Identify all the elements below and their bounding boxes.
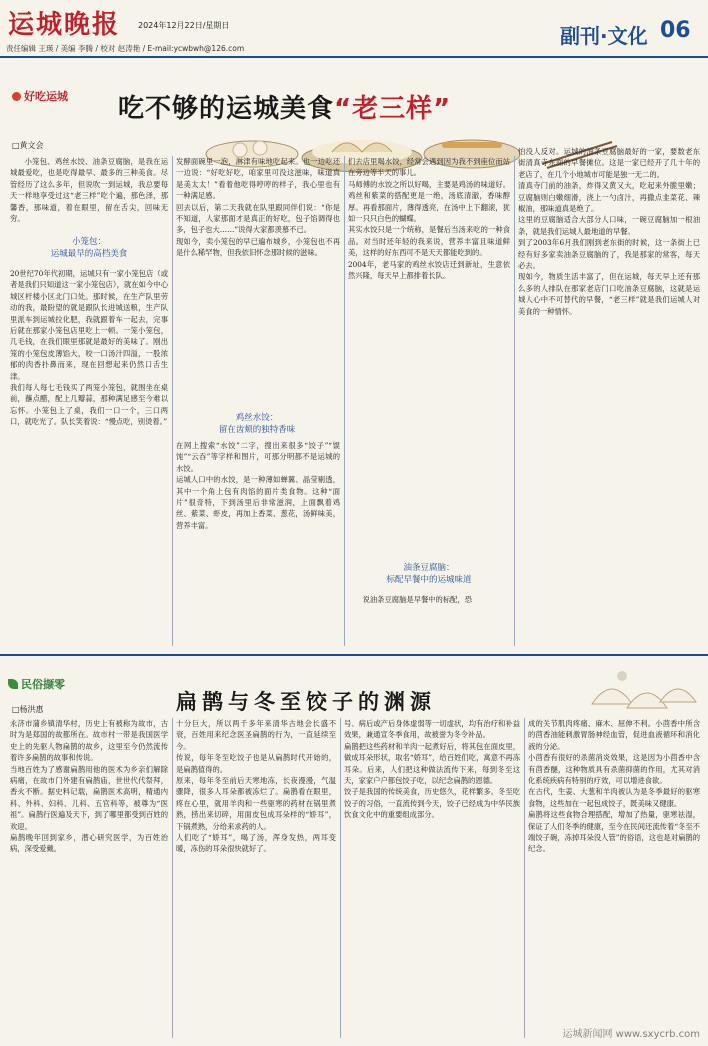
newspaper-brand: 运城晚报 — [8, 10, 121, 40]
section-title: 副刊·文化 — [560, 24, 648, 48]
byline-upper: □黄文会 — [12, 141, 44, 150]
intro-paragraph: 小笼包、鸡丝水饺、油条豆腐脑，是我在运城最爱吃，也是吃得最早、最多的三种美食。尽管经历了这么多年，但说吹一到运城，我总要每天一样地享受过这“老三样”吃个遍，那色泽，那馨香，那味道，着在眼里，留在舌尖，回味无穷。 — [10, 157, 168, 224]
masthead — [0, 0, 708, 58]
column-divider — [172, 156, 173, 646]
issue-date: 2024年12月22日/星期日 — [138, 21, 230, 30]
article-col2: 发酵面碗里一泡，淋津有味地吃起来。也一边吃还一边说：“好吃好吃，咱家里可没这滋味，味道真是美太太！”看着他吃得哼哼的样子，我心里也有一种满足感。 回去以后，第二天我就在队里跟同伴们说：“你是不知道，人家那面才是真正的好吃，包子馅调得也多，包子也大……”说得大家都羡慕不已。 现如今，卖小笼包的早已遍布城乡，小笼包也不再是什么稀罕物，但我依旧怀念那时候的滋味。 — [176, 157, 340, 258]
article-intro — [10, 156, 168, 228]
article-col4: 怕没人反对。运城的油条豆腐脑最好的一家，要数老东街清真寺东面的早餐摊位。这是一家已经开了几十年的老店了，在几个小地城市可能是独一无二的。 清真寺门前的油条，炸得又黄又大，吃起来外脆里嫩；豆腐脑则白嫩细滑，浇上一勺卤汁，再撒点韭菜花、辣椒油，那味道真是绝了。 这里的豆腐脑适合大部分人口味，一碗豆腐脑加一根油条，就是我们运城人最地道的早餐。 到了2003年6月我们刚到老东街的时候，这一条街上已经有好多家卖油条豆腐脑的了，我是那家的常客，每天必去。 现如今，物质生活丰富了，但在运城，每天早上还有那么多的人排队在那家老店门口吃油条豆腐脑，这就是运城人心中不可替代的早餐，“老三样”就是我们运城人对美食的一种情怀。 — [518, 147, 700, 316]
column-divider — [172, 718, 173, 1038]
page-number: 06 — [660, 18, 691, 43]
column-divider — [344, 156, 345, 646]
site-watermark: 运城新闻网 www.sxycrb.com — [562, 1029, 700, 1040]
article-col2b: 在网上搜索“水饺”二字，搜出来很多“饺子”“馄饨”“云吞”等字样和图片，可那分明都不是运城的水饺。 运城人口中的水饺，是一种薄如蝉翼、晶莹剔透，其中一个角上包有肉馅的面片类食物。这种“面片”很奇特，下到汤里后非常滋润，上面飘着鸡丝、紫菜、虾皮，再加上香菜、葱花，汤鲜味美，营养丰富。 — [176, 441, 340, 530]
lower-col4: 成的关节肌肉疼痛、麻木、屈伸不利。小茴香中所含的茴香油能刺激胃肠神经血管，促进血液循环和消化液的分泌。 小茴香有很好的杀菌消炎效果，这是因为小茴香中含有茴香醚，这种物质具有杀菌抑菌的作用，尤其对消化系统疾病有特别的疗效，可以增进食欲。 在古代，生姜、大葱和羊肉被认为是冬季最好的驱寒食物，这些加在一起包成饺子，既美味又健康。 扁鹊将这些食物合理搭配，增加了热量，驱寒祛湿，保证了人们冬季的健康，至今在民间还流传着“冬至不端饺子碗，冻掉耳朵没人管”的俗语，这也是对扁鹊的纪念。 — [528, 719, 700, 854]
article-col1: 20世纪70年代初期，运城只有一家小笼包店（或者是我们只知道这一家小笼包店），就在如今中心城区杆楼小区北门口处。那时候，在生产队里劳动的我，最盼望的就是跟队长进城送粮，生产队里派车到运城拉化肥，我就跟着车一起去，完事后就在那家小笼包店里吃上一顿。一笼小笼包，几毛钱，在我们眼里那就是最好的美味了。刚出笼的小笼包皮薄馅大，咬一口汤汁四溢，一股浓郁的肉香扑鼻而来，现在回想起来仍然口舌生津。 我们每人每七毛钱买了两笼小笼包，就围坐在桌前，蘸点醋，配上几瓣蒜，那种满足感至今难以忘怀。小笼包上了桌，我们一口一个，三口两口，就吃光了。队长笑着说：“慢点吃，别烫着。” — [10, 269, 168, 427]
lower-col2: 十分巨大，所以两千多年来清华古地会长盛不衰，百姓用来纪念医圣扁鹊的行为，一直延续至今。 传说，每年冬至吃饺子也是从扁鹊时代开始的，是扁鹊值得的。 原来，每年冬至前后天寒地冻，长夜漫漫，气温骤降，很多人耳朵都被冻烂了。扁鹊看在眼里，疼在心里，就用羊肉和一些驱寒的药材在锅里煮熟，捞出来切碎，用面皮包成耳朵样的“娇耳”，下锅煮熟，分给来求药的人。 人们吃了“娇耳”，喝了汤，浑身发热，两耳变暖，冻伤的耳朵很快就好了。 — [176, 719, 336, 854]
column-divider — [340, 718, 341, 1038]
subhead-jisi-shuijiao: 鸡丝水饺： 留在齿颊的独特香味 — [218, 413, 296, 435]
byline-lower: □杨洪惠 — [12, 705, 44, 714]
column-dot-icon — [12, 92, 21, 101]
column-tag-lower — [8, 676, 65, 692]
article-col3b — [348, 594, 510, 646]
headline-prefix: 吃不够的运城美食 — [118, 94, 335, 124]
headline-highlight: “老三样” — [334, 94, 452, 124]
lower-col1: 永济市蒲乡镇清华村，历史上有被称为故市，古时为是郑国的故都所在。故市村一带是我国医学史上的先驱人物扁鹊的故乡，这里至今仍然流传着许多扁鹊的故事和传说。 当地百姓为了感谢扁鹊用他的医术为乡亲们解除病痛，在故市门外建有扁鹊庙，世世代代祭拜，香火不断。据史料记载，扁鹊医术高明，精通内科、外科、妇科、儿科、五官科等，被尊为“医祖”。扁鹊行医遍及天下，到了哪里都受到百姓的欢迎。 扁鹊晚年回到家乡，潜心研究医学，为百姓治病，深受爱戴。 — [10, 719, 168, 854]
article-col3: 们去店里喝水饺，经常会遇到因为我不到座位而站在旁边等半天的事儿。 马师傅的水饺之所以好喝，主要是鸡汤的味道好。鸡丝和紫菜的搭配更是一绝，汤底清澈，香味醇厚。再看那面片，薄得透亮，在汤中上下翻滚，犹如一只只白色的蝴蝶。 其实水饺只是一个统称，是餐后当汤来吃的一种食品。对当时还年轻的我来说，营养丰富且味道鲜美，这样的好东西可不是天天都能吃到的。 2004年，老马家的鸡丝水饺店迁到新址，生意依然兴隆，每天早上都排着长队。 — [348, 157, 510, 281]
column-tag-label: 好吃运城 — [24, 90, 68, 103]
column-divider — [524, 718, 525, 1038]
headline-lower: 扁鹊与冬至饺子的渊源 — [176, 689, 436, 714]
subhead-youtiao-doufunao: 油条豆腐脑： 标配早餐中的运城味道 — [386, 563, 472, 585]
leaf-icon — [8, 679, 18, 689]
column-tag-lower-label: 民俗撷零 — [21, 678, 65, 691]
subhead-xiaolongbao: 小笼包： 运城最早的高档美食 — [50, 237, 128, 259]
col3b-paragraph: 说油条豆腐脑是早餐中的标配，恐 — [362, 595, 473, 604]
column-divider — [514, 156, 515, 646]
editor-credits: 责任编辑 王瑛 / 美编 李腾 / 校对 赵涛艳 / E-mail:ycwbwh@126.com — [6, 44, 245, 53]
dumplings-illustration — [582, 664, 702, 724]
lower-col3: 号、病后或产后身体虚弱等一切虚状，均有治疗和补益效果，兼通宣冬季食用，故被誉为冬令补品。 扁鹊把这些药材和羊肉一起煮好后，将其包在面皮里，做成耳朵形状，取名“娇耳”，给百姓们吃，寓意不再冻耳朵。后来，人们把这种做法流传下来，每到冬至这天，家家户户都包饺子吃，以纪念扁鹊的恩德。 饺子是我国的传统美食，历史悠久，花样繁多。冬至吃饺子的习俗，一直流传到今天，饺子已经成为中华民族饮食文化中的重要组成部分。 — [344, 719, 520, 820]
column-tag-upper — [12, 88, 68, 104]
